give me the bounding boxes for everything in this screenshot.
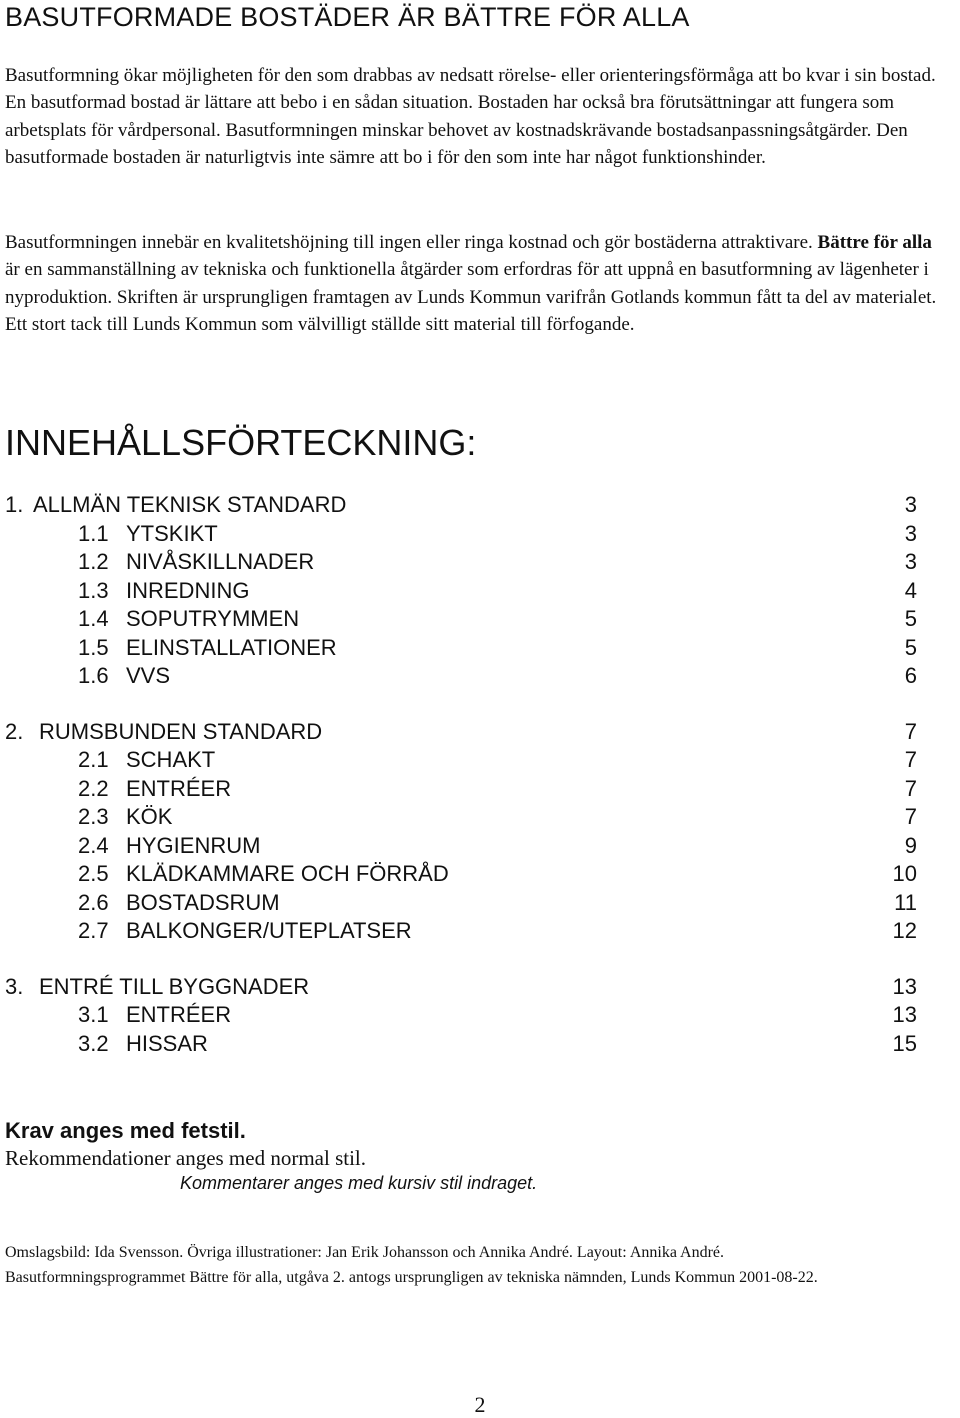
intro-paragraph-2-start: Basutformningen innebär en kvalitetshöjning till ingen eller ringa kostnad och gör bostäderna attraktivare. (5, 232, 818, 253)
toc-subitem (0, 804, 960, 832)
toc-number: 1.1 (78, 520, 109, 546)
toc-page-number: 9 (904, 832, 917, 858)
toc-number: 1. (5, 492, 24, 517)
toc-page-number: 7 (904, 804, 917, 829)
toc-page-number: 3 (904, 492, 917, 517)
legend-recommendations: Rekommendationer anges med normal stil. (5, 1146, 366, 1170)
toc-label: INREDNING (126, 577, 250, 603)
toc-page-number: 7 (904, 775, 917, 801)
toc-section (0, 719, 960, 747)
toc-label: ELINSTALLATIONER (126, 634, 337, 660)
toc-subitem (0, 890, 960, 918)
toc-subitem (0, 521, 960, 549)
intro-paragraph-1: Basutformning ökar möjligheten för den som drabbas av nedsatt rörelse- eller orienteringsförmåga att bo kvar i sin bostad. En basutformad bostad är lättare att bebo i en sådan situation. Bostaden har också bra förutsättningar att fungera som arbetsplats för vårdpersonal. Basutformningen minskar behovet av kostnadskrävande bostadsanpassningsåtgärder. Den basutformade bostaden är naturligtvis inte sämre att bo i för den som inte har något funktionshinder. (5, 65, 936, 169)
toc-number: 2.5 (78, 861, 109, 886)
credits (5, 1240, 955, 1290)
toc-subitem (0, 1031, 960, 1059)
toc-label: ENTRÉER (126, 1002, 232, 1027)
toc-page-number: 11 (894, 889, 917, 915)
toc-label: ENTRÉER (126, 775, 232, 801)
toc-subitem (0, 663, 960, 691)
toc-subitem (0, 747, 960, 775)
intro-paragraph-2 (5, 229, 950, 339)
document-title: BASUTFORMADE BOSTÄDER ÄR BÄTTRE FÖR ALLA (5, 2, 690, 32)
toc-page-number: 13 (892, 1002, 917, 1027)
toc-page-number: 12 (892, 918, 917, 943)
credits-publication: Basutformningsprogrammet Bättre för alla, utgåva 2. antogs ursprungligen av tekniska nämnden, Lunds Kommun 2001-08-22. (5, 1269, 818, 1286)
toc-subitem (0, 635, 960, 663)
toc-label: HYGIENRUM (126, 832, 261, 858)
toc-page-number: 7 (904, 718, 917, 744)
toc-heading: INNEHÅLLSFÖRTECKNING: (5, 422, 477, 463)
toc-subitem (0, 833, 960, 861)
toc-page-number: 7 (904, 747, 917, 772)
page-number: 2 (474, 1392, 486, 1417)
publication-name-bold: Bättre för alla (817, 232, 932, 253)
toc-page-number: 3 (904, 520, 917, 546)
toc-number: 1.4 (78, 606, 109, 631)
toc-number: 2. (5, 718, 24, 744)
toc-section (0, 974, 960, 1002)
toc-number: 3.2 (78, 1030, 109, 1056)
toc-label: KÖK (126, 804, 173, 829)
toc-page-number: 15 (892, 1030, 917, 1056)
toc-section (0, 492, 960, 520)
toc-number: 1.6 (78, 663, 109, 688)
toc-subitem (0, 918, 960, 946)
toc-label: BOSTADSRUM (126, 889, 280, 915)
toc-number: 2.3 (78, 804, 109, 829)
toc-label: VVS (126, 663, 171, 688)
toc-number: 2.6 (78, 889, 109, 915)
toc-page-number: 5 (904, 634, 917, 660)
toc-subitem (0, 549, 960, 577)
toc-number: 2.2 (78, 775, 109, 801)
toc-number: 2.1 (78, 747, 109, 772)
toc-label: RUMSBUNDEN STANDARD (39, 718, 323, 744)
toc-page-number: 6 (904, 663, 917, 688)
toc-page-number: 3 (904, 549, 917, 574)
toc-number: 1.2 (78, 549, 109, 574)
toc-subitem (0, 606, 960, 634)
toc-subitem (0, 776, 960, 804)
toc-label: SCHAKT (126, 747, 216, 772)
toc-number: 2.7 (78, 918, 109, 943)
toc-page-number: 4 (904, 577, 917, 603)
intro-paragraph-2-end: är en sammanställning av tekniska och funktionella åtgärder som erfordras för att uppnå en basutformning av lägenheter i nyproduktion. Skriften är ursprungligen framtagen av Lunds Kommun varifrån Gotlands kommun fått ta del av materialet. Ett stort tack till Lunds Kommun som välvilligt ställde sitt material till förfogande. (5, 259, 937, 336)
toc-subitem (0, 578, 960, 606)
toc-number: 1.5 (78, 634, 109, 660)
toc-number: 2.4 (78, 832, 109, 858)
toc-subitem (0, 861, 960, 889)
toc-label: BALKONGER/UTEPLATSER (126, 918, 412, 943)
credits-illustrations: Omslagsbild: Ida Svensson. Övriga illustrationer: Jan Erik Johansson och Annika André. Layout: Annika André. (5, 1244, 725, 1261)
toc-label: KLÄDKAMMARE OCH FÖRRÅD (126, 861, 449, 886)
toc-label: ALLMÄN TEKNISK STANDARD (33, 492, 347, 517)
toc-number: 3. (5, 973, 24, 999)
legend-requirements: Krav anges med fetstil. (5, 1118, 246, 1143)
toc-number: 1.3 (78, 577, 109, 603)
legend-comments: Kommentarer anges med kursiv stil indraget. (180, 1173, 538, 1193)
toc-subitem (0, 1002, 960, 1030)
toc-page-number: 13 (892, 973, 917, 999)
toc-label: SOPUTRYMMEN (126, 606, 300, 631)
toc-page-number: 5 (904, 606, 917, 631)
toc-label: ENTRÉ TILL BYGGNADER (39, 973, 310, 999)
toc-page-number: 10 (892, 861, 917, 886)
toc-label: NIVÅSKILLNADER (126, 549, 315, 574)
toc-label: YTSKIKT (126, 520, 218, 546)
toc-number: 3.1 (78, 1002, 109, 1027)
toc-label: HISSAR (126, 1030, 208, 1056)
